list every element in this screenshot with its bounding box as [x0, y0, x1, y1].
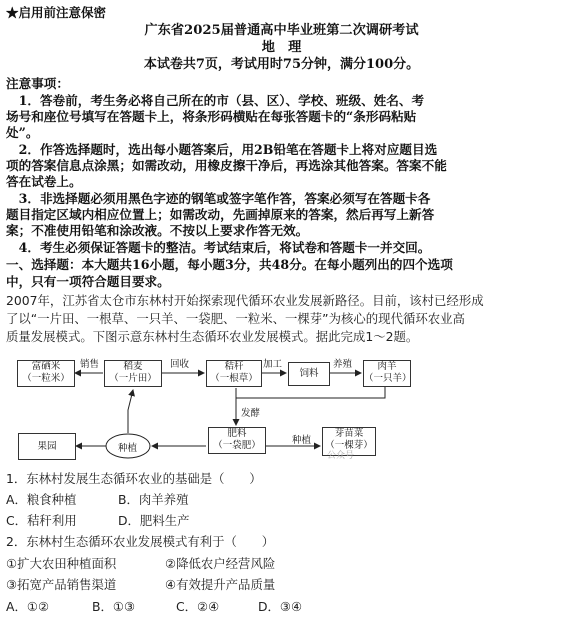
- notice-line: 1．答卷前，考生务必将自己所在的市（县、区）、学校、班级、姓名、考: [6, 93, 425, 108]
- q1-option-b: B．肉羊养殖: [118, 492, 189, 507]
- notice-line: 案；不准使用铅笔和涂改液。不按以上要求作答无效。: [6, 223, 309, 238]
- notice-line: 2．作答选择题时，选出每小题答案后，用2B铅笔在答题卡上将对应题目选: [6, 142, 438, 157]
- watermark: 公众号: [327, 451, 355, 461]
- node-planting-label: 种植: [118, 443, 138, 454]
- q2-option-c: C．②④: [176, 599, 220, 614]
- material-text: 质量发展模式。下图示意东林村生态循环农业发展模式。据此完成1～2题。: [6, 329, 419, 344]
- box-mutton: 肉羊 （一只羊）: [363, 360, 411, 387]
- box-sprout: 芽苗菜 （一棵芽）: [322, 427, 376, 456]
- notice-line: 4．考生必须保证答题卡的整洁。考试结束后，将试卷和答题卡一并交回。: [6, 240, 431, 255]
- notice-line: 处”。: [6, 125, 39, 140]
- exam-title: 广东省2025届普通高中毕业班第二次调研考试: [144, 23, 419, 38]
- box-feed: 饲料: [288, 362, 330, 386]
- q2-statement-2: ②降低农户经营风险: [165, 556, 276, 571]
- q2-statement-3: ③拓宽产品销售渠道: [6, 577, 117, 592]
- label-sell: 销售: [80, 359, 100, 370]
- notice-line: 场号和座位号填写在答题卡上，将条形码横贴在每张答题卡的“条形码粘贴: [6, 109, 417, 124]
- box-straw: 秸秆 （一根草）: [206, 360, 262, 387]
- box-wheat: 稻麦 （一片田）: [104, 360, 162, 387]
- label-plant: 种植: [292, 435, 312, 446]
- material-text: 了以“一片田、一根草、一只羊、一袋肥、一粒米、一棵芽”为核心的现代循环农业高: [6, 311, 465, 326]
- q2-option-b: B．①③: [92, 599, 136, 614]
- secret-mark: ★启用前注意保密: [6, 5, 107, 20]
- label-raise: 养殖: [333, 359, 353, 370]
- q2-option-d: D．③④: [258, 599, 303, 614]
- q1-option-d: D．肥料生产: [118, 513, 190, 528]
- section-heading: 中，只有一项符合题目要求。: [6, 274, 170, 289]
- notice-line: 题目指定区域内相应位置上；如需改动，先画掉原来的答案，然后再写上新答: [6, 207, 435, 222]
- q1-option-a: A．粮食种植: [6, 492, 77, 507]
- label-ferment: 发酵: [241, 408, 261, 419]
- section-heading: 一、选择题：本大题共16小题，每小题3分，共48分。在每小题列出的四个选项: [6, 257, 453, 272]
- subject-title: 地 理: [261, 40, 302, 55]
- q2-option-a: A．①②: [6, 599, 50, 614]
- notice-line: 答在试卷上。: [6, 174, 82, 189]
- question-1-stem: 1．东林村发展生态循环农业的基础是（ ）: [6, 471, 262, 486]
- q2-statement-4: ④有效提升产品质量: [165, 577, 276, 592]
- box-orchard: 果园: [18, 433, 76, 460]
- notice-line: 3．非选择题必须用黑色字迹的钢笔或签字笔作答，答案必须写在答题卡各: [6, 191, 431, 206]
- notice-line: 项的答案信息点涂黑；如需改动，用橡皮擦干净后，再选涂其他答案。答案不能: [6, 158, 447, 173]
- label-process: 加工: [263, 359, 283, 370]
- label-recycle: 回收: [170, 359, 190, 370]
- q2-statement-1: ①扩大农田种植面积: [6, 556, 117, 571]
- box-fertilizer: 肥料 （一袋肥）: [208, 427, 266, 454]
- exam-info: 本试卷共7页，考试用时75分钟，满分100分。: [143, 57, 420, 72]
- question-2-stem: 2．东林村生态循环农业发展模式有利于（ ）: [6, 534, 275, 549]
- q1-option-c: C．秸秆利用: [6, 513, 77, 528]
- notice-heading: 注意事项：: [6, 76, 69, 91]
- material-text: 2007年，江苏省太仓市东林村开始探索现代循环农业发展新路径。目前，该村已经形成: [6, 293, 484, 308]
- box-rice: 富硒米 （一粒米）: [17, 360, 75, 387]
- arrow-planting-wheat: [128, 390, 133, 433]
